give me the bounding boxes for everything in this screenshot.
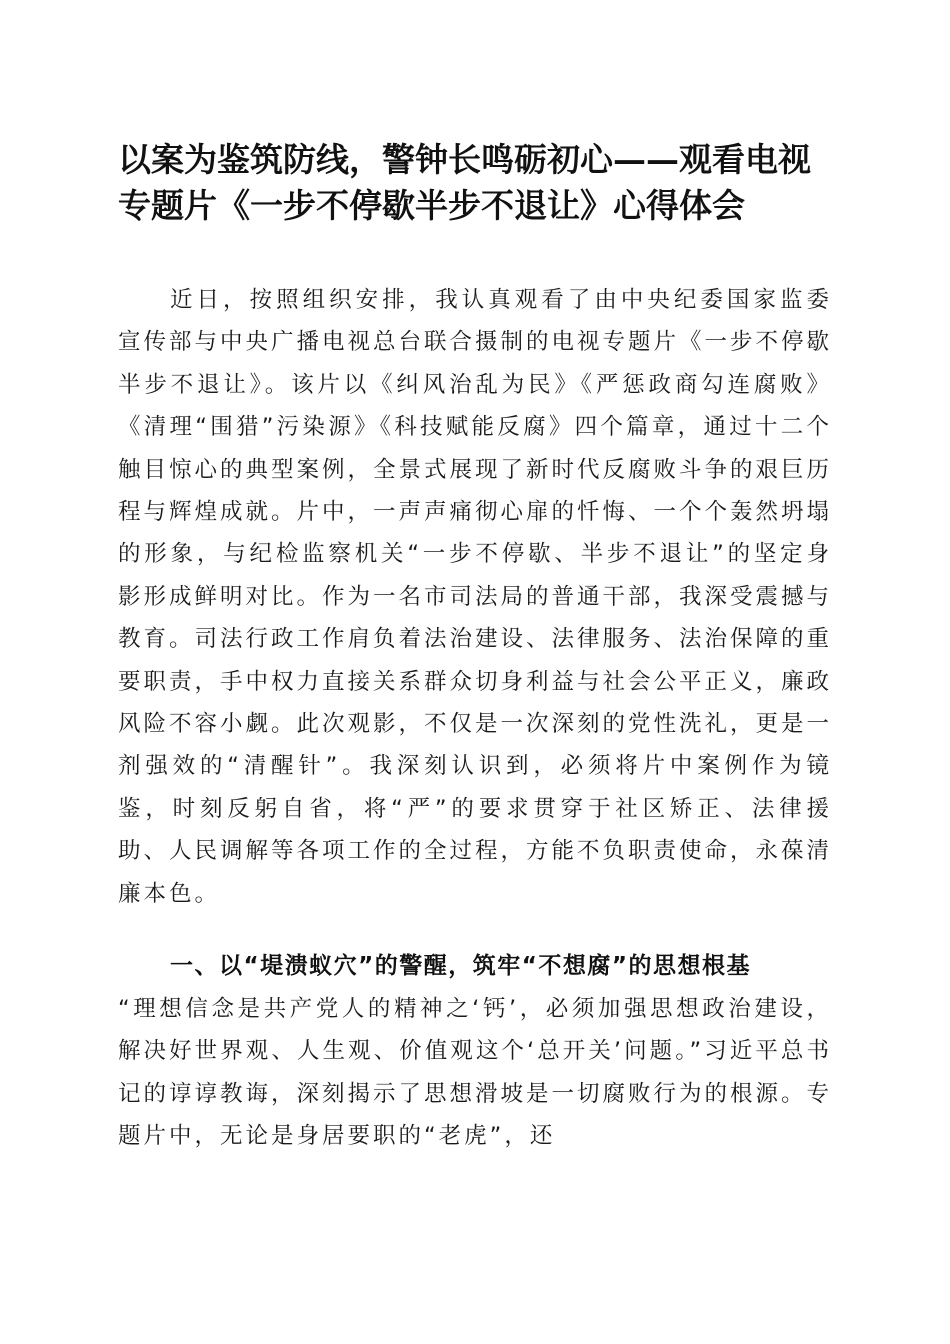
intro-paragraph: 近日，按照组织安排，我认真观看了由中央纪委国家监委宣传部与中央广播电视总台联合摄制的电视专题片《一步不停歇半步不退让》。该片以《纠风治乱为民》《严惩政商勾连腐败》《清理“围猎”污染源》《科技赋能反腐》四个篇章，通过十二个触目惊心的典型案例，全景式展现了新时代反腐败斗争的艰巨历程与辉煌成就。片中，一声声痛彻心扉的忏悔、一个个轰然坍塌的形象，与纪检监察机关“一步不停歇、半步不退让”的坚定身影形成鲜明对比。作为一名市司法局的普通干部，我深受震撼与教育。司法行政工作肩负着法治建设、法律服务、法治保障的重要职责，手中权力直接关系群众切身利益与社会公平正义，廉政风险不容小觑。此次观影，不仅是一次深刻的党性洗礼，更是一剂强效的“清醒针”。我深刻认识到，必须将片中案例作为镜鉴，时刻反躬自省，将“严”的要求贯穿于社区矫正、法律援助、人民调解等各项工作的全过程，方能不负职责使命，永葆清廉本色。: [118, 287, 833, 907]
section-1-paragraph: “理想信念是共产党人的精神之‘钙’，必须加强思想政治建设，解决好世界观、人生观、价值观这个‘总开关’问题。”习近平总书记的谆谆教诲，深刻揭示了思想滑坡是一切腐败行为的根源。专题片中，无论是身居要职的“老虎”，还: [118, 996, 833, 1150]
section-heading-1: 一、以“堤溃蚁穴”的警醒，筑牢“不想腐”的思想根基: [170, 953, 751, 979]
document-title: 以案为鉴筑防线，警钟长鸣砺初心——观看电视专题片《一步不停歇半步不退让》心得体会: [118, 140, 811, 225]
